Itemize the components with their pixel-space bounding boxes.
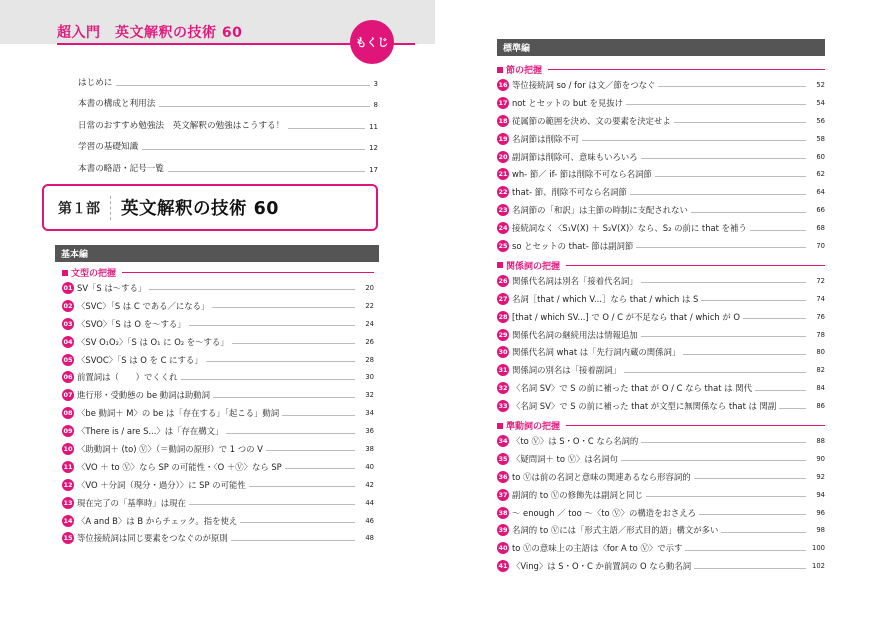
section-rule [566, 265, 825, 266]
toc-entry-page: 3 [373, 79, 378, 88]
lesson-entry[interactable] [62, 512, 374, 530]
leader-line [694, 478, 806, 479]
lesson-page: 66 [816, 206, 825, 215]
leader-line [168, 171, 365, 172]
lesson-entry[interactable] [497, 272, 825, 290]
leader-line [685, 550, 806, 551]
section-rule [122, 272, 374, 273]
lesson-title: 〈SVC〉「S は C である／になる」 [77, 300, 210, 311]
lesson-title: wh- 節／ if- 節は削除不可なら名詞節 [512, 169, 652, 180]
leader-line [282, 415, 355, 416]
lesson-title: that- 節、削除不可なら名詞節 [512, 187, 627, 198]
lesson-title: 〈be 動詞＋ M〉の be は「存在する」「起こる」動詞 [77, 408, 280, 419]
lesson-entry[interactable] [497, 130, 825, 148]
lesson-entry[interactable] [497, 76, 825, 94]
lesson-page: 46 [365, 516, 374, 525]
leader-line [701, 300, 806, 301]
leader-line [694, 568, 806, 569]
lesson-entry[interactable] [62, 458, 374, 476]
leader-line [699, 514, 806, 515]
lesson-title: 接続詞なく〈S₁V(X) ＋ S₂V(X)〉なら、S₂ の前に that を補う [512, 223, 747, 234]
lesson-number-badge: 02 [63, 301, 73, 310]
section-heading [497, 63, 825, 76]
lesson-entry[interactable] [497, 539, 825, 557]
lesson-page: 52 [816, 80, 825, 89]
lesson-entry[interactable] [62, 529, 374, 547]
lesson-entry[interactable] [497, 432, 825, 450]
leader-line [621, 460, 806, 461]
lesson-entry[interactable] [497, 521, 825, 539]
toc-entry-page: 12 [369, 144, 378, 152]
toc-entry-label: はじめに [78, 77, 113, 88]
leader-line [159, 106, 369, 107]
lesson-number-badge: 38 [498, 508, 508, 517]
lesson-number-badge: 12 [63, 480, 73, 489]
lesson-number-badge: 03 [63, 319, 73, 328]
section-title: 関係詞の把握 [506, 261, 561, 272]
level-bar-basic: 基本編 [55, 245, 379, 262]
lesson-page: 62 [816, 170, 825, 179]
leader-line [249, 486, 355, 487]
lesson-number-badge: 33 [498, 402, 508, 411]
lesson-title: 等位接続詞は同じ要素をつなぐのが原則 [77, 533, 228, 544]
lesson-title: 〈VO ＋ to Ⓥ〉なら SP の可能性・〈O ＋Ⓥ〉なら SP [77, 461, 282, 472]
lesson-title: [that / which SV...] で O / C が不足なら that / which が O [512, 311, 741, 322]
toc-entry[interactable] [78, 109, 378, 131]
toc-entry-label: 日常のおすすめ勉強法 英文解釈の勉強はこうする！ [78, 120, 285, 131]
standard-sections [497, 63, 825, 579]
leader-line [636, 247, 806, 248]
lesson-title: 〈A and B〉は B からチェック。指を使え [77, 515, 238, 526]
lesson-entry[interactable] [497, 201, 825, 219]
part-title: 英文解釈の技術 60 [121, 199, 279, 219]
lesson-page: 84 [816, 384, 825, 393]
lesson-entry[interactable] [497, 450, 825, 468]
lesson-entry[interactable] [62, 404, 374, 422]
lesson-number-badge: 23 [498, 206, 508, 215]
lesson-page: 92 [816, 472, 825, 481]
lesson-page: 34 [365, 409, 374, 418]
lesson-number-badge: 36 [498, 472, 508, 481]
section-rule [566, 425, 825, 426]
lesson-number-badge: 05 [63, 355, 73, 364]
leader-line [624, 372, 806, 373]
lesson-number-badge: 26 [498, 276, 508, 285]
lesson-number-badge: 22 [498, 188, 508, 197]
lesson-number-badge: 06 [63, 373, 73, 382]
lesson-page: 76 [816, 312, 825, 321]
lesson-title: 副詞節は削除可、意味もいろいろ [512, 151, 638, 162]
lesson-number-badge: 35 [498, 454, 508, 463]
lesson-entry[interactable] [497, 148, 825, 166]
lesson-title: 〈SVO〉「S は O を～する」 [77, 318, 186, 329]
lesson-number-badge: 29 [498, 330, 508, 339]
lesson-page: 78 [816, 330, 825, 339]
toc-entry-label: 本書の略語・記号一覧 [78, 163, 164, 174]
lesson-page: 24 [365, 319, 374, 328]
lesson-number-badge: 01 [63, 283, 73, 292]
square-bullet-icon [497, 423, 503, 429]
leader-line [116, 85, 369, 86]
basic-section [62, 266, 374, 547]
lesson-entry[interactable] [62, 494, 374, 512]
lesson-page: 30 [365, 373, 374, 382]
leader-line [142, 149, 365, 150]
lesson-page: 98 [816, 526, 825, 535]
leader-line [232, 343, 355, 344]
lesson-title: 等位接続詞 so / for は文／節をつなぐ [512, 79, 656, 90]
lesson-entry[interactable] [497, 379, 825, 397]
lesson-page: 20 [365, 283, 374, 292]
lesson-page: 58 [816, 134, 825, 143]
leader-line [285, 468, 355, 469]
lesson-entry[interactable] [497, 343, 825, 361]
leader-line [231, 540, 355, 541]
lesson-page: 54 [816, 98, 825, 107]
lesson-number-badge: 34 [498, 436, 508, 445]
leader-line [721, 532, 806, 533]
lesson-page: 86 [816, 402, 825, 411]
lesson-entry[interactable] [62, 440, 374, 458]
lesson-entry[interactable] [497, 486, 825, 504]
section-rule [548, 69, 825, 70]
lesson-entry[interactable] [62, 297, 374, 315]
leader-line [181, 379, 356, 380]
lesson-title: 現在完了の「基準時」は現在 [77, 497, 186, 508]
lesson-entry[interactable] [62, 422, 374, 440]
lesson-number-badge: 04 [63, 337, 73, 346]
section-block [497, 259, 825, 415]
leader-line [755, 390, 806, 391]
section-heading [62, 266, 374, 279]
section-block [497, 63, 825, 255]
lesson-number-badge: 18 [498, 116, 508, 125]
toc-entry-page: 17 [369, 165, 378, 174]
leader-line [626, 104, 806, 105]
lesson-entry[interactable] [497, 468, 825, 486]
leader-line [655, 176, 806, 177]
leader-line [630, 194, 806, 195]
section-heading [497, 419, 825, 432]
lesson-number-badge: 11 [63, 462, 73, 471]
leader-line [212, 307, 355, 308]
section-title: 節の把握 [506, 66, 543, 76]
lesson-entry[interactable] [497, 237, 825, 255]
section-heading [497, 259, 825, 272]
lesson-title: 〈to Ⓥ〉は S・O・C なら名詞的 [512, 435, 639, 446]
lesson-title: 〈Ving〉は S・O・C か前置詞の O なら動名詞 [512, 561, 692, 572]
lesson-entry[interactable] [497, 361, 825, 379]
lesson-page: 74 [816, 294, 825, 303]
leader-line [779, 408, 806, 409]
leader-line [683, 354, 806, 355]
toc-entry[interactable] [78, 131, 378, 153]
lesson-page: 22 [365, 301, 374, 310]
lesson-entry[interactable] [62, 368, 374, 386]
lesson-title: so とセットの that- 節は副詞節 [512, 240, 634, 251]
lesson-number-badge: 21 [498, 170, 508, 179]
part-separator [110, 196, 111, 220]
lesson-title: 〈VO ＋分詞（現分・過分）〉に SP の可能性 [77, 479, 246, 490]
lesson-title: 〈SVOC〉「S は O を C にする」 [77, 354, 203, 365]
leader-line [750, 230, 806, 231]
lesson-title: 名詞的 to Ⓥには「形式主語／形式目的語」構文が多い [512, 525, 719, 536]
lesson-number-badge: 13 [63, 498, 73, 507]
lesson-title: 副詞的 to Ⓥの修飾先は副詞と同じ [512, 489, 643, 500]
lesson-number-badge: 14 [63, 516, 73, 525]
lesson-number-badge: 27 [498, 294, 508, 303]
lesson-entry[interactable] [497, 290, 825, 308]
toc-entry-label: 学習の基礎知識 [78, 142, 139, 152]
lesson-page: 48 [365, 534, 374, 543]
lesson-title: 名詞［that / which V...］なら that / which は S [512, 293, 699, 304]
lesson-page: 102 [812, 562, 825, 571]
leader-line [641, 336, 806, 337]
lesson-entry[interactable] [62, 351, 374, 369]
square-bullet-icon [497, 67, 503, 73]
section-block [497, 419, 825, 575]
lesson-number-badge: 10 [63, 444, 73, 453]
lesson-page: 68 [816, 224, 825, 233]
leader-line [149, 289, 355, 290]
lesson-entry[interactable] [62, 315, 374, 333]
lesson-number-badge: 15 [63, 534, 73, 543]
lesson-title: ～ enough ／ too ～〈to Ⓥ〉の構造をおさえろ [512, 507, 697, 518]
leader-line [658, 86, 806, 87]
right-page [435, 0, 870, 617]
lesson-number-badge: 28 [498, 312, 508, 321]
lesson-number-badge: 32 [498, 384, 508, 393]
lesson-entry[interactable] [62, 279, 374, 297]
leader-line [691, 212, 806, 213]
leader-line [641, 158, 806, 159]
lesson-page: 44 [365, 498, 374, 507]
lesson-entry[interactable] [497, 219, 825, 237]
front-matter-list [78, 66, 378, 174]
toc-entry-page: 11 [369, 122, 378, 131]
lesson-page: 80 [816, 348, 825, 357]
lesson-page: 32 [365, 391, 374, 400]
lesson-number-badge: 40 [498, 544, 508, 553]
lesson-number-badge: 09 [63, 427, 73, 436]
lesson-page: 38 [365, 444, 374, 453]
lesson-number-badge: 30 [498, 348, 508, 357]
lesson-number-badge: 41 [498, 562, 508, 571]
lesson-page: 40 [365, 462, 374, 471]
lesson-page: 94 [816, 490, 825, 499]
lesson-page: 72 [816, 276, 825, 285]
lesson-page: 100 [812, 544, 825, 553]
lesson-title: 〈助動詞＋ (to) Ⓥ〉（＝動詞の原形）で 1 つの V [77, 443, 263, 454]
lesson-title: 〈名詞 SV〉で S の前に補った that が O / C なら that は 関代 [512, 383, 752, 394]
lesson-title: 前置詞は（ ）でくくれ [77, 372, 178, 383]
leader-line [743, 318, 806, 319]
lesson-page: 82 [816, 366, 825, 375]
contents-badge: もくじ [350, 20, 394, 64]
square-bullet-icon [62, 270, 68, 276]
lesson-title: to Ⓥは前の名詞と意味の関連あるなら形容詞的 [512, 471, 691, 482]
toc-entry-page: 8 [373, 101, 378, 109]
leader-line [288, 128, 365, 129]
lesson-number-badge: 19 [498, 134, 508, 143]
lesson-number-badge: 08 [63, 409, 73, 418]
part-number: 第１部 [58, 200, 100, 217]
lesson-page: 60 [816, 152, 825, 161]
lesson-number-badge: 37 [498, 490, 508, 499]
lesson-entry[interactable] [497, 112, 825, 130]
lesson-title: 関係代名詞は別名「接着代名詞」 [512, 275, 638, 286]
lesson-entry[interactable] [62, 386, 374, 404]
lesson-page: 90 [816, 454, 825, 463]
lesson-page: 56 [816, 116, 825, 125]
section-title: 文型の把握 [71, 269, 117, 279]
leader-line [213, 397, 355, 398]
lesson-page: 88 [816, 436, 825, 445]
leader-line [646, 496, 806, 497]
leader-line [266, 450, 355, 451]
lesson-number-badge: 17 [498, 98, 508, 107]
leader-line [641, 282, 806, 283]
leader-line [189, 325, 355, 326]
lesson-entry[interactable] [497, 557, 825, 575]
lesson-entry[interactable] [62, 333, 374, 351]
leader-line [582, 140, 806, 141]
lesson-page: 42 [365, 480, 374, 489]
lesson-number-badge: 39 [498, 526, 508, 535]
lesson-page: 70 [816, 241, 825, 250]
lesson-title: 〈There is / are S...〉は「存在構文」 [77, 426, 224, 437]
lesson-title: 名詞節の「和訳」は主節の時制に支配されない [512, 205, 688, 216]
lesson-title: SV「S は～する」 [77, 282, 147, 293]
lesson-page: 26 [365, 337, 374, 346]
lesson-number-badge: 20 [498, 152, 508, 161]
lesson-page: 96 [816, 508, 825, 517]
lesson-title: to Ⓥの意味上の主語は〈for A to Ⓥ〉で示す [512, 543, 683, 554]
toc-entry-label: 本書の構成と利用法 [78, 99, 156, 109]
book-title: 超入門 英文解釈の技術 60 [57, 25, 243, 41]
lesson-title: 従属節の範囲を決め、文の要素を決定せよ [512, 115, 671, 126]
lesson-number-badge: 16 [498, 80, 508, 89]
lesson-entry[interactable] [497, 397, 825, 415]
lesson-title: 〈疑問詞＋ to Ⓥ〉は名詞句 [512, 453, 618, 464]
lesson-entry[interactable] [497, 504, 825, 522]
square-bullet-icon [497, 262, 503, 268]
lesson-entry[interactable] [497, 165, 825, 183]
lesson-title: 関係詞の別名は「接着副詞」 [512, 365, 621, 376]
lesson-page: 64 [816, 188, 825, 197]
leader-line [189, 504, 355, 505]
lesson-entry[interactable] [497, 94, 825, 112]
lesson-page: 36 [365, 427, 374, 436]
lesson-entry[interactable] [497, 183, 825, 201]
lesson-title: 〈名詞 SV〉で S の前に補った that が文型に無関係なら that は 関副 [512, 401, 777, 412]
lesson-page: 28 [365, 355, 374, 364]
lesson-title: 名詞節は削除不可 [512, 133, 579, 144]
toc-entry[interactable] [78, 88, 378, 110]
leader-line [641, 442, 806, 443]
lesson-title: 〈SV O₁O₂〉「S は O₁ に O₂ を～する」 [77, 336, 229, 347]
lesson-entry[interactable] [497, 326, 825, 344]
part-title-box [42, 184, 378, 231]
lesson-number-badge: 31 [498, 366, 508, 375]
leader-line [674, 122, 806, 123]
lesson-title: not とセットの but を見抜け [512, 97, 623, 108]
lesson-title: 関係代名詞の継続用法は情報追加 [512, 329, 638, 340]
lesson-number-badge: 24 [498, 224, 508, 233]
level-bar-standard: 標準編 [497, 39, 825, 56]
lesson-entry[interactable] [62, 476, 374, 494]
lesson-title: 関係代名詞 what は「先行詞内蔵の関係詞」 [512, 347, 681, 358]
lesson-entry[interactable] [497, 308, 825, 326]
lesson-number-badge: 25 [498, 241, 508, 250]
leader-line [206, 361, 355, 362]
toc-entry[interactable] [78, 152, 378, 174]
lesson-title: 進行形・受動態の be 動詞は助動詞 [77, 390, 211, 401]
leader-line [240, 522, 355, 523]
section-title: 準動詞の把握 [506, 422, 561, 433]
lesson-list [62, 279, 374, 547]
toc-entry[interactable] [78, 66, 378, 88]
leader-line [226, 433, 355, 434]
lesson-number-badge: 07 [63, 391, 73, 400]
